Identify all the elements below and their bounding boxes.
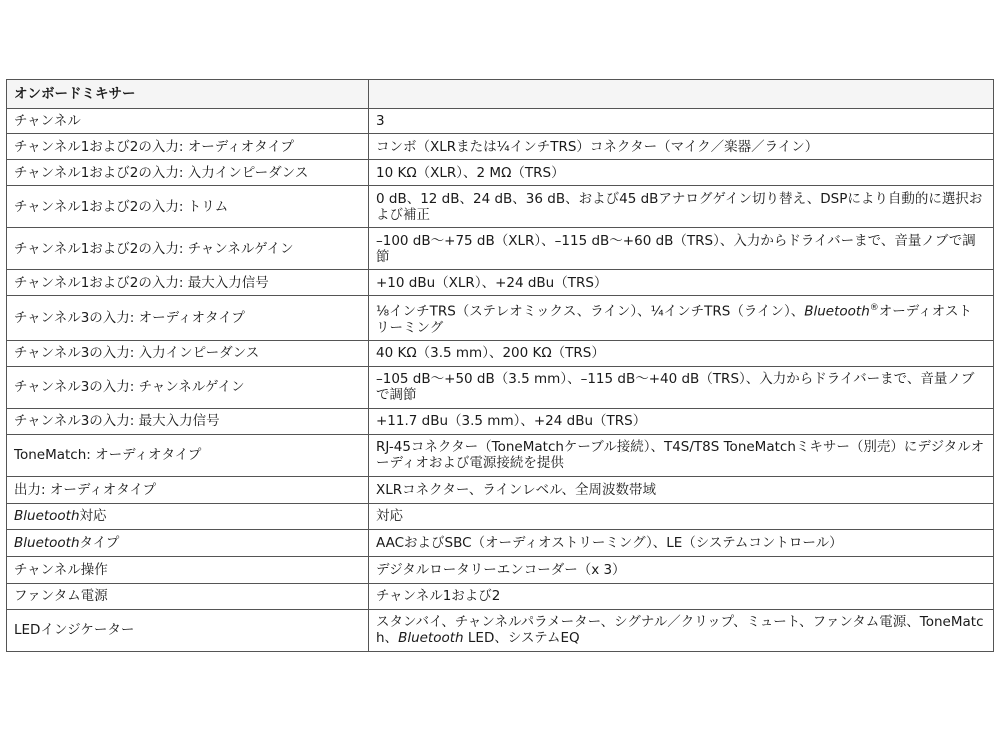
bluetooth-text: Bluetooth — [804, 303, 870, 320]
row-value: XLRコネクター、ラインレベル、全周波数帯域 — [369, 476, 994, 503]
row-value: コンボ（XLRまたは¼インチTRS）コネクター（マイク／楽器／ライン） — [369, 134, 994, 160]
row-label: ToneMatch: オーディオタイプ — [7, 434, 369, 476]
label-text: タイプ — [79, 534, 120, 551]
row-label: チャンネル1および2の入力: トリム — [7, 186, 369, 228]
row-label: チャンネル1および2の入力: 入力インピーダンス — [7, 160, 369, 186]
value-text: オーディオストリーミング — [376, 303, 973, 336]
table-row — [7, 134, 994, 160]
table-row — [7, 186, 994, 228]
table-row — [7, 529, 994, 556]
row-label: チャンネル操作 — [7, 556, 369, 583]
row-value: RJ-45コネクター（ToneMatchケーブル接続）、T4S/T8S ToneMatchミキサー（別売）にデジタルオーディオおよび電源接続を提供 — [369, 434, 994, 476]
table-row — [7, 609, 994, 651]
row-value: 0 dB、12 dB、24 dB、36 dB、および45 dBアナログゲイン切り替え、DSPにより自動的に選択および補正 — [369, 186, 994, 228]
row-label: チャンネル3の入力: オーディオタイプ — [7, 296, 369, 341]
row-value: 対応 — [369, 503, 994, 529]
row-label: チャンネル3の入力: チャンネルゲイン — [7, 366, 369, 408]
table-row — [7, 296, 994, 341]
table-row — [7, 408, 994, 434]
spec-table — [6, 79, 994, 652]
row-value: 3 — [369, 109, 994, 134]
bluetooth-text: Bluetooth — [14, 508, 80, 524]
row-label: チャンネル — [7, 109, 369, 134]
row-label: チャンネル3の入力: 最大入力信号 — [7, 408, 369, 434]
row-label: チャンネル1および2の入力: チャンネルゲイン — [7, 228, 369, 270]
value-text: スタンバイ、チャンネルパラメーター、シグナル／クリップ、ミュート、ファンタム電源、ToneMatch、 — [376, 614, 984, 646]
table-row — [7, 270, 994, 296]
row-label: 出力: オーディオタイプ — [7, 476, 369, 503]
table-row — [7, 160, 994, 186]
row-value: +11.7 dBu（3.5 mm）、+24 dBu（TRS） — [369, 408, 994, 434]
table-row — [7, 583, 994, 609]
table-row — [7, 503, 994, 529]
row-value — [369, 296, 994, 341]
row-value: –100 dB〜+75 dB（XLR）、–115 dB〜+60 dB（TRS）、入力からドライバーまで、音量ノブで調節 — [369, 228, 994, 270]
bluetooth-text: Bluetooth — [398, 630, 464, 646]
section-header-label: オンボードミキサー — [7, 80, 369, 109]
row-label: LEDインジケーター — [7, 609, 369, 651]
section-header-value — [369, 80, 994, 109]
table-row — [7, 109, 994, 134]
row-value: チャンネル1および2 — [369, 583, 994, 609]
row-label: ファンタム電源 — [7, 583, 369, 609]
row-label: チャンネル1および2の入力: 最大入力信号 — [7, 270, 369, 296]
label-text: 対応 — [79, 508, 107, 524]
table-header-row — [7, 80, 994, 109]
row-label: チャンネル3の入力: 入力インピーダンス — [7, 340, 369, 366]
value-text: ⅛インチTRS（ステレオミックス、ライン）、¼インチTRS（ライン）、 — [376, 303, 805, 320]
row-value: 10 KΩ（XLR）、2 MΩ（TRS） — [369, 160, 994, 186]
table-row — [7, 366, 994, 408]
row-value: +10 dBu（XLR）、+24 dBu（TRS） — [369, 270, 994, 296]
table-row — [7, 476, 994, 503]
row-label — [7, 503, 369, 529]
table-row — [7, 228, 994, 270]
registered-mark: ® — [869, 303, 879, 313]
table-row — [7, 434, 994, 476]
row-value: 40 KΩ（3.5 mm）、200 KΩ（TRS） — [369, 340, 994, 366]
table-row — [7, 340, 994, 366]
value-text: LED、システムEQ — [463, 630, 580, 646]
row-label — [7, 529, 369, 556]
row-value: –105 dB〜+50 dB（3.5 mm）、–115 dB〜+40 dB（TRS）、入力からドライバーまで、音量ノブで調節 — [369, 366, 994, 408]
table-row — [7, 556, 994, 583]
row-label: チャンネル1および2の入力: オーディオタイプ — [7, 134, 369, 160]
row-value — [369, 609, 994, 651]
row-value: AACおよびSBC（オーディオストリーミング）、LE（システムコントロール） — [369, 529, 994, 556]
row-value: デジタルロータリーエンコーダー（x 3） — [369, 556, 994, 583]
bluetooth-text: Bluetooth — [14, 534, 80, 551]
